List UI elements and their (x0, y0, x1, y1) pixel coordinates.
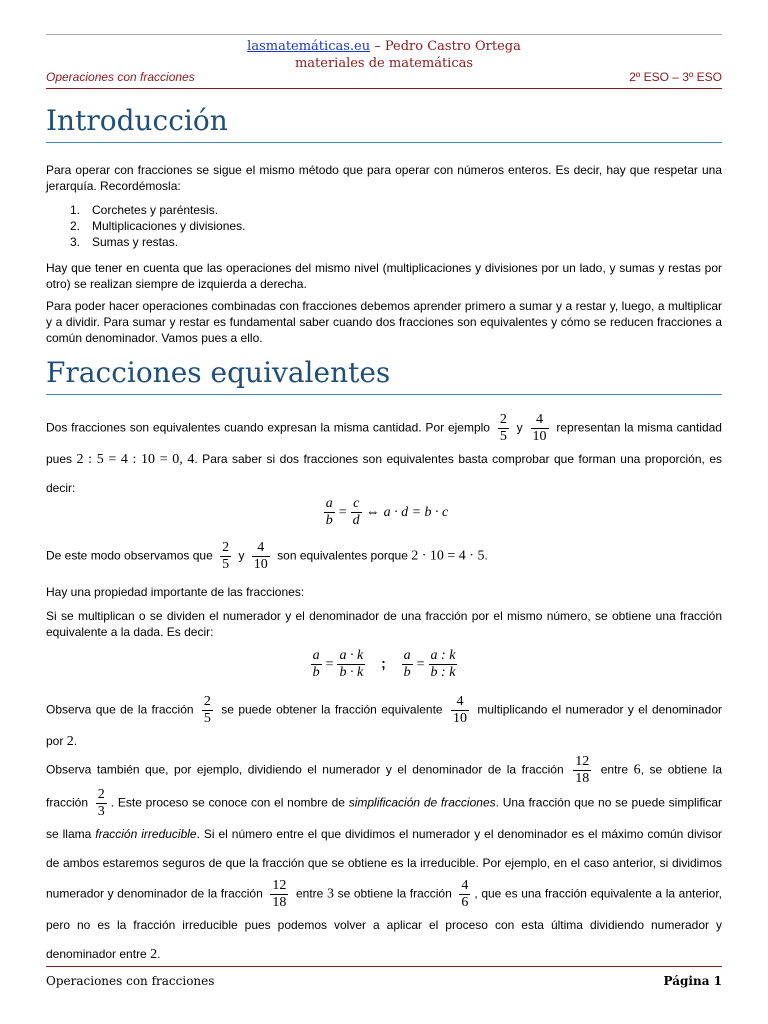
heading-rule (46, 142, 722, 143)
fraction-2-5: $\frac{2}{5}$ (499, 412, 507, 444)
ratio-expression: 2 : 5 = 4 : 10 = 0, 4 (76, 452, 195, 467)
equiv-paragraph-4: Si se multiplican o se dividen el numerador y el denominador de una fracción por el mismo número, se obtiene una fracción equivalente a la dada. Es decir: (46, 609, 722, 639)
product-expression: 2 · 10 = 4 · 5 (411, 548, 485, 564)
heading-introduccion: Introducción (46, 104, 228, 137)
heading-rule (46, 394, 722, 395)
fraction-4-10: $\frac{4}{10}$ (532, 412, 547, 444)
list-item: 1. Corchetes y paréntesis. (70, 203, 219, 217)
equiv-paragraph-2: De este modo observamos que $\frac{2}{5}$ y $\frac{4}{10}$ son equivalentes porque 2 · 10 = 4 · 5. (46, 540, 488, 572)
page-number: Página 1 (663, 974, 722, 988)
intro-paragraph-2: Hay que tener en cuenta que las operaciones del mismo nivel (multiplicaciones y divisiones por un lado, y sumas y restas por otro) se realizan siempre de izquierda a derecha. (46, 261, 722, 291)
top-rule (46, 34, 722, 35)
proportion-equation: $\frac{a}{b}$ = $\frac{c}{d}$ ⇔ a · d = b · c (325, 496, 449, 528)
footer-title: Operaciones con fracciones (46, 974, 215, 988)
site-subtitle: materiales de matemáticas (294, 56, 474, 71)
site-header (0, 38, 768, 72)
header-separator: – (370, 39, 385, 54)
intro-paragraph-1: Para operar con fracciones se sigue el mismo método que para operar con números enteros. Es decir, hay que respetar una jerarquía. Recordémosla: (46, 163, 722, 193)
equiv-paragraph-6: Observa también que, por ejemplo, dividiendo el numerador y el denominador de la fracción $\frac{12}{18}$ entre 6, se obtiene la fracción $\frac{2}{3}$ . Este proceso se conoce con el nombre de simplificación de fracciones. Una fracción que no se puede simplificar se llama fracción irreducible. Si el número entre el que dividimos el numerador y el denominador es el máximo común divisor de ambos estaremos seguros de que la fracción que se obtiene es la irreducible. Por ejemplo, en el caso anterior, si dividimos numerador y denominador de la fracción $\frac{12}{18}$ entre 3 se obtiene la fracción $\frac{4}{6}$ , que es una fracción equivalente a la anterior, pero no es la fracción irreducible pues podemos volver a aplicar el proceso con esta última dividiendo numerador y denominador entre 2. (46, 754, 723, 962)
header-rule (46, 88, 722, 89)
running-header (46, 70, 722, 86)
intro-paragraph-3: Para poder hacer operaciones combinadas con fracciones debemos aprender primero a sumar y a restar y, luego, a multiplicar y a dividir. Para sumar y restar es fundamental saber cuando dos fracciones son equivalentes y cómo se reducen fracciones a común denominador. Vamos pues a ello. (46, 299, 722, 345)
hierarchy-list (70, 202, 245, 250)
property-equation: $\frac{a}{b}$ = $\frac{a \cdot k}{b \cdot k}$ ; $\frac{a}{b}$ = $\frac{a : k}{b : k}$ (312, 648, 456, 680)
author-name: Pedro Castro Ortega (384, 39, 521, 54)
equiv-paragraph-3: Hay una propiedad importante de las fracciones: (46, 585, 305, 599)
site-link[interactable]: lasmatemáticas.eu (247, 39, 371, 54)
running-header-title: Operaciones con fracciones (46, 70, 195, 84)
list-item: 3. Sumas y restas. (70, 235, 179, 249)
list-item: 2. Multiplicaciones y divisiones. (70, 219, 246, 233)
equiv-paragraph-5: Observa que de la fracción $\frac{2}{5}$ se puede obtener la fracción equivalente $\frac{4}{10}$ multiplicando el numerador y el denominador por 2. (46, 694, 723, 749)
footer-rule (46, 966, 722, 967)
heading-fracciones-equivalentes: Fracciones equivalentes (46, 356, 391, 389)
page-footer (46, 974, 722, 990)
equiv-paragraph-1: Dos fracciones son equivalentes cuando expresan la misma cantidad. Por ejemplo $\frac{2}{5}$ y $\frac{4}{10}$ representan la misma cantidad pues 2 : 5 = 4 : 10 = 0, 4. Para saber si dos fracciones son equivalentes basta comprobar que forman una proporción, es decir: (46, 412, 722, 495)
running-header-level: 2º ESO – 3º ESO (629, 70, 722, 84)
